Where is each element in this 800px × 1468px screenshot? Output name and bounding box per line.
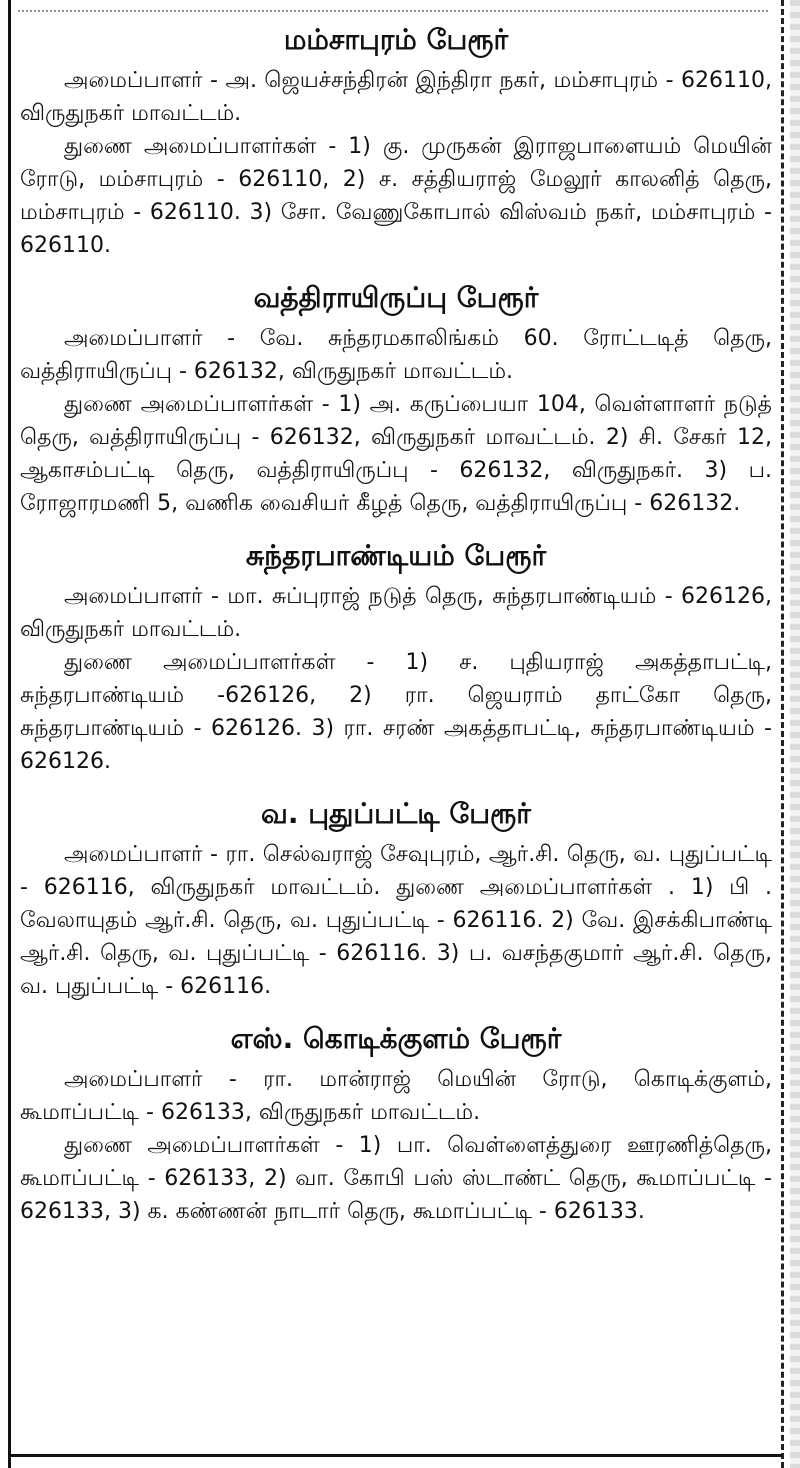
deputy-organisers-paragraph: துணை அமைப்பாளர்கள் - 1) கு. முருகன் இராஜபாளையம் மெயின் ரோடு, மம்சாபுரம் - 626110, 2) ச. சத்தியராஜ் மேலூர் காலனித் தெரு, மம்சாபுரம் - 626110. 3) சோ. வேணுகோபால் விஸ்வம் நகர், மம்சாபுரம் - 626110. <box>20 134 772 258</box>
section-heading: எஸ். கொடிக்குளம் பேரூர் <box>230 1022 562 1055</box>
organiser-paragraph: அமைப்பாளர் - ரா. மான்ராஜ் மெயின் ரோடு, கொடிக்குளம், கூமாப்பட்டி - 626133, விருதுநகர் மாவட்டம். <box>20 1067 772 1125</box>
section-heading: வ. புதுப்பட்டி பேரூர் <box>261 797 531 830</box>
column-bottom-rule <box>8 1454 781 1457</box>
organiser-and-deputies-paragraph: அமைப்பாளர் - ரா. செல்வராஜ் சேவுபுரம், ஆர்.சி. தெரு, வ. புதுப்பட்டி - 626116, விருதுநகர் மாவட்டம். துணை அமைப்பாளர்கள் . 1) பி . வேலாயுதம் ஆர்.சி. தெரு, வ. புதுப்பட்டி - 626116. 2) வே. இசக்கிபாண்டி ஆர்.சி. தெரு, வ. புதுப்பட்டி - 626116. 3) ப. வசந்தகுமார் ஆர்.சி. தெரு, வ. புதுப்பட்டி - 626116. <box>20 842 772 999</box>
deputy-organisers-paragraph: துணை அமைப்பாளர்கள் - 1) ச. புதியராஜ் அகத்தாபட்டி, சுந்தரபாண்டியம் -626126, 2) ரா. ஜெயராம் தாட்கோ தெரு, சுந்தரபாண்டியம் - 626126. 3) ரா. சரண் அகத்தாபட்டி, சுந்தரபாண்டியம் - 626126. <box>20 650 772 774</box>
organiser-paragraph: அமைப்பாளர் - அ. ஜெயச்சந்திரன் இந்திரா நகர், மம்சாபுரம் - 626110, விருதுநகர் மாவட்டம். <box>20 68 772 126</box>
section-vathirayiruppu <box>20 278 772 520</box>
column-left-rule <box>8 0 11 1468</box>
article-body <box>20 20 772 1244</box>
section-sundarapandiyam <box>20 536 772 778</box>
adjacent-column-edge <box>790 0 800 1468</box>
section-mamsapuram <box>20 20 772 262</box>
cropped-top-text <box>18 0 768 12</box>
deputy-organisers-paragraph: துணை அமைப்பாளர்கள் - 1) அ. கருப்பையா 104, வெள்ளாளர் நடுத் தெரு, வத்திராயிருப்பு - 626132, விருதுநகர் மாவட்டம். 2) சி. சேகர் 12, ஆகாசம்பட்டி தெரு, வத்திராயிருப்பு - 626132, விருதுநகர். 3) ப. ரோஜாரமணி 5, வணிக வைசியர் கீழத் தெரு, வத்திராயிருப்பு - 626132. <box>20 392 772 516</box>
organiser-paragraph: அமைப்பாளர் - வே. சுந்தரமகாலிங்கம் 60. ரோட்டடித் தெரு, வத்திராயிருப்பு - 626132, விருதுநகர் மாவட்டம். <box>20 326 772 384</box>
deputy-organisers-paragraph: துணை அமைப்பாளர்கள் - 1) பா. வெள்ளைத்துரை ஊரணித்தெரு, கூமாப்பட்டி - 626133, 2) வா. கோபி பஸ் ஸ்டாண்ட் தெரு, கூமாப்பட்டி - 626133, 3) க. கண்ணன் நாடார் தெரு, கூமாப்பட்டி - 626133. <box>20 1133 772 1224</box>
section-v-pudupatti <box>20 794 772 1003</box>
section-heading: சுந்தரபாண்டியம் பேரூர் <box>245 539 547 572</box>
section-heading: வத்திராயிருப்பு பேரூர் <box>253 281 539 314</box>
section-heading: மம்சாபுரம் பேரூர் <box>283 23 509 56</box>
organiser-paragraph: அமைப்பாளர் - மா. சுப்புராஜ் நடுத் தெரு, சுந்தரபாண்டியம் - 626126, விருதுநகர் மாவட்டம். <box>20 584 772 642</box>
column-right-dashed-rule <box>781 0 784 1468</box>
section-s-kodikkulam <box>20 1019 772 1228</box>
